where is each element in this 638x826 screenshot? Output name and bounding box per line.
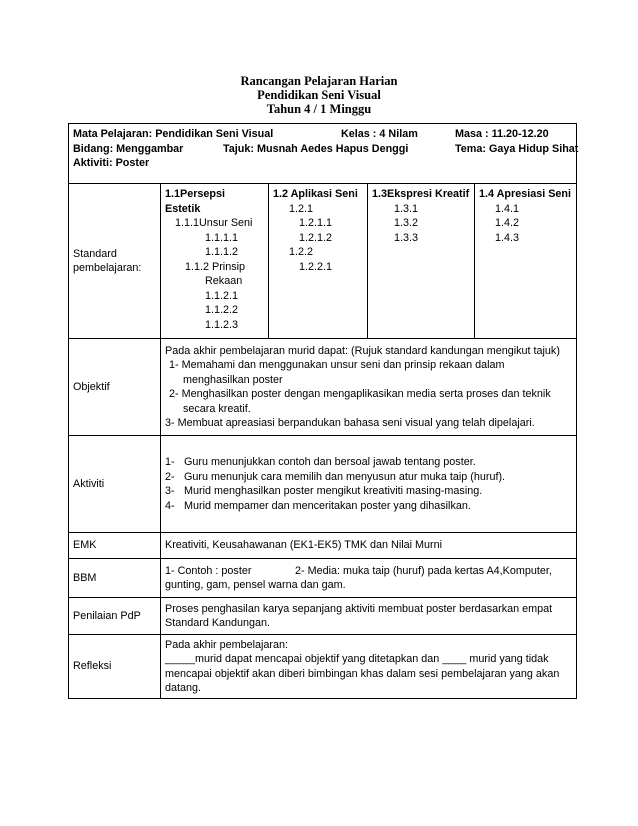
info-row [69,124,577,184]
bbm-row [69,559,577,598]
time-text: Masa : 11.20-12.20 [455,128,549,140]
aktiviti-item: 3- Murid menghasilkan poster mengikut kreativiti masing-masing. [165,485,483,497]
class-text: Kelas : 4 Nilam [341,128,418,140]
objektif-item-2: 2- Menghasilkan poster dengan mengaplikasikan media serta proses dan teknik [169,388,551,400]
doc-title: Rancangan Pelajaran Harian [240,74,398,88]
objektif-item-3: 3- Membuat apreasiasi berpandukan bahasa seni visual yang telah dipelajari. [165,417,535,429]
emk-label: EMK [69,533,161,559]
subject-text: Mata Pelajaran: Pendidikan Seni Visual [73,128,274,140]
refleksi-content: Pada akhir pembelajaran: _____murid dapat mencapai objektif yang ditetapkan dan ____ murid yang tidak mencapai objektif akan diberi bimbingan khas dalam sesi pembelajaran yang akan datang. [161,635,577,699]
standard-col-ekspresi: 1.3Ekspresi Kreatif 1.3.1 1.3.2 1.3.3 [368,184,475,339]
emk-content: Kreativiti, Keusahawanan (EK1-EK5) TMK dan Nilai Murni [161,533,577,559]
bbm-label: BBM [69,559,161,598]
penilaian-row [69,598,577,635]
penilaian-content: Proses penghasilan karya sepanjang aktiviti membuat poster berdasarkan empat Standard Kandungan. [161,598,577,635]
aktiviti-content [161,436,577,533]
doc-year-duration: Tahun 4 / 1 Minggu [266,102,372,116]
info-cell [69,124,577,184]
refleksi-row [69,635,577,699]
objektif-row [69,339,577,436]
aktiviti-item: 2- Guru menunjuk cara memilih dan menyusun atur muka taip (huruf). [165,470,506,483]
objektif-label: Objektif [69,339,161,436]
objektif-content [161,339,577,436]
objektif-item-1-cont: menghasilkan poster [183,373,283,386]
standard-col-persepsi: 1.1Persepsi Estetik 1.1.1Unsur Seni 1.1.1.1 1.1.1.2 1.1.2 Prinsip Rekaan 1.1.2.1 1.1.2.2 1.1.2.3 [161,184,269,339]
objektif-item-2-cont: secara kreatif. [183,402,251,415]
emk-row [69,533,577,559]
lesson-plan-table [68,123,577,699]
aktiviti-item: 4- Murid mempamer dan menceritakan poster yang dihasilkan. [165,499,471,512]
refleksi-label: Refleksi [69,635,161,699]
theme-text: Tema: Gaya Hidup Sihat [455,142,579,155]
aktiviti-row [69,436,577,533]
activity-text: Aktiviti: Poster [73,157,150,169]
objektif-intro: Pada akhir pembelajaran murid dapat: (Rujuk standard kandungan mengikut tajuk) [165,344,560,357]
penilaian-label: Penilaian PdP [69,598,161,635]
doc-subtitle: Pendidikan Seni Visual [257,88,381,102]
aktiviti-item: 1- Guru menunjukkan contoh dan bersoal jawab tentang poster. [165,456,476,468]
standard-col-apresiasi: 1.4 Apresiasi Seni 1.4.1 1.4.2 1.4.3 [475,184,577,339]
bbm-content: 1- Contoh : poster 2- Media: muka taip (huruf) pada kertas A4,Komputer, gunting, gam, pensel warna dan gam. [161,559,577,598]
topic-text: Tajuk: Musnah Aedes Hapus Denggi [223,142,409,155]
objektif-item-1: 1- Memahami dan menggunakan unsur seni dan prinsip rekaan dalam [169,359,505,371]
aktiviti-label: Aktiviti [69,436,161,533]
field-text: Bidang: Menggambar [73,142,184,155]
standard-row [69,184,577,339]
standard-col-aplikasi: 1.2 Aplikasi Seni 1.2.1 1.2.1.1 1.2.1.2 1.2.2 1.2.2.1 [269,184,368,339]
standard-label: Standard pembelajaran: [69,184,161,339]
